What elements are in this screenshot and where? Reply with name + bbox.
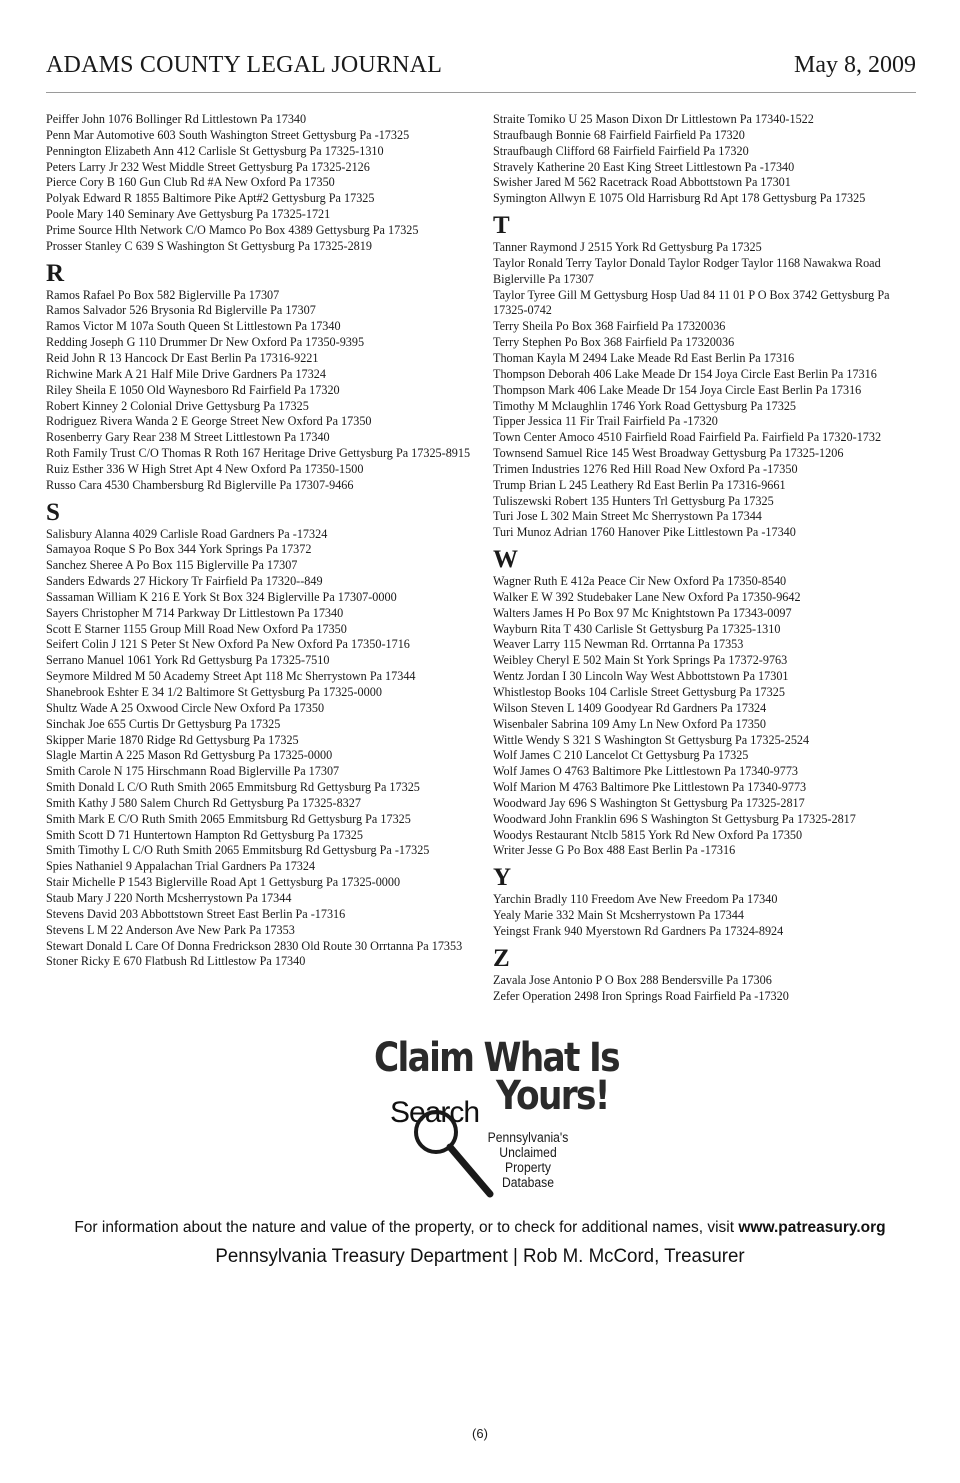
- list-entry: Sinchak Joe 655 Curtis Dr Gettysburg Pa 17325: [46, 716, 281, 731]
- treasury-line: Pennsylvania Treasury Department | Rob M. McCord, Treasurer: [215, 1245, 745, 1267]
- list-entry: Seymore Mildred M 50 Academy Street Apt 118 Mc Sherrystown Pa 17344: [46, 669, 416, 684]
- list-entry: Straite Tomiko U 25 Mason Dixon Dr Littlestown Pa 17340-1522: [493, 112, 814, 126]
- list-entry: Smith Mark E C/O Ruth Smith 2065 Emmitsburg Rd Gettysburg Pa 17325: [46, 811, 411, 826]
- section-letter-w: W: [493, 546, 518, 574]
- logo-search-word: Search: [390, 1096, 480, 1129]
- list-entry: Roth Family Trust C/O Thomas R Roth 167 Heritage Drive Gettysburg Pa 17325-8915: [46, 446, 471, 461]
- list-entry: Tanner Raymond J 2515 York Rd Gettysburg Pa 17325: [493, 240, 762, 255]
- section-z: [493, 973, 923, 1005]
- section-letter-t: T: [493, 212, 510, 240]
- logo-sub-line-4: Database: [501, 1175, 555, 1190]
- list-entry: Stewart Donald L Care Of Donna Fredrickson 2830 Old Route 30 Orrtanna Pa 17353: [46, 938, 463, 953]
- list-entry: Salisbury Alanna 4029 Carlisle Road Gardners Pa -17324: [46, 526, 328, 541]
- section-s-continued: [493, 112, 923, 207]
- logo-subtitle: [483, 1130, 573, 1190]
- list-entry: Wolf James O 4763 Baltimore Pke Littlestown Pa 17340-9773: [493, 764, 799, 779]
- list-entry: Wayburn Rita T 430 Carlisle St Gettysburg Pa 17325-1310: [493, 621, 781, 636]
- list-entry: Townsend Samuel Rice 145 West Broadway Gettysburg Pa 17325-1206: [493, 446, 844, 461]
- list-entry: Serrano Manuel 1061 York Rd Gettysburg Pa 17325-7510: [46, 653, 330, 668]
- list-entry: Stevens L M 22 Anderson Ave New Park Pa 17353: [46, 922, 295, 937]
- list-entry: Wagner Ruth E 412a Peace Cir New Oxford Pa 17350-8540: [493, 574, 787, 589]
- list-entry: Wilson Steven L 1409 Goodyear Rd Gardners Pa 17324: [493, 700, 767, 715]
- list-entry: Tipper Jessica 11 Fir Trail Fairfield Pa -17320: [493, 414, 718, 429]
- list-entry: Trimen Industries 1276 Red Hill Road New Oxford Pa -17350: [493, 461, 798, 476]
- logo-sub-line-1: Pennsylvania's: [487, 1130, 569, 1145]
- list-entry: Turi Munoz Adrian 1760 Hanover Pike Littlestown Pa -17340: [493, 525, 796, 540]
- list-entry: Sanders Edwards 27 Hickory Tr Fairfield Pa 17320--849: [46, 574, 323, 589]
- list-entry: Wolf Marion M 4763 Baltimore Pke Littlestown Pa 17340-9773: [493, 780, 807, 795]
- list-entry: Smith Kathy J 580 Salem Church Rd Gettysburg Pa 17325-8327: [46, 795, 361, 810]
- list-entry: Samayoa Roque S Po Box 344 York Springs Pa 17372: [46, 542, 312, 557]
- list-entry: Skipper Marie 1870 Ridge Rd Gettysburg Pa 17325: [46, 732, 299, 747]
- list-entry: Terry Stephen Po Box 368 Fairfield Pa 17320036: [493, 335, 735, 350]
- list-entry: Woodys Restaurant Ntclb 5815 York Rd New Oxford Pa 17350: [493, 827, 803, 842]
- section-letter-z: Z: [493, 944, 510, 972]
- list-entry: Ruiz Esther 336 W High Stret Apt 4 New Oxford Pa 17350-1500: [46, 461, 364, 476]
- list-entry: Stair Michelle P 1543 Biglerville Road Apt 1 Gettysburg Pa 17325-0000: [46, 875, 401, 890]
- list-entry: Wisenbaler Sabrina 109 Amy Ln New Oxford Pa 17350: [493, 716, 766, 731]
- section-letter-r: R: [46, 259, 65, 287]
- list-entry: Rosenberry Gary Rear 238 M Street Littlestown Pa 17340: [46, 430, 330, 445]
- list-entry: Wentz Jordan I 30 Lincoln Way West Abbottstown Pa 17301: [493, 669, 789, 684]
- list-entry: Town Center Amoco 4510 Fairfield Road Fairfield Pa. Fairfield Pa 17320-1732: [493, 430, 882, 445]
- list-entry: Zavala Jose Antonio P O Box 288 Bendersville Pa 17306: [493, 972, 772, 987]
- list-entry: Timothy M Mclaughlin 1746 York Road Gettysburg Pa 17325: [493, 398, 797, 413]
- list-entry: Walker E W 392 Studebaker Lane New Oxford Pa 17350-9642: [493, 589, 801, 604]
- list-entry: Seifert Colin J 121 S Peter St New Oxford Pa New Oxford Pa 17350-1716: [46, 637, 410, 652]
- list-entry: Rodriguez Rivera Wanda 2 E George Street New Oxford Pa 17350: [46, 414, 372, 429]
- section-w: [493, 574, 923, 859]
- list-entry: Riley Sheila E 1050 Old Waynesboro Rd Fairfield Pa 17320: [46, 382, 340, 397]
- list-entry: Redding Joseph G 110 Drummer Dr New Oxford Pa 17350-9395: [46, 335, 365, 350]
- list-entry: Woodward John Franklin 696 S Washington St Gettysburg Pa 17325-2817: [493, 811, 856, 826]
- list-entry: Penn Mar Automotive 603 South Washington Street Gettysburg Pa -17325: [46, 127, 410, 142]
- list-entry: Trump Brian L 245 Leathery Rd East Berlin Pa 17316-9661: [493, 477, 786, 492]
- patreasury-link[interactable]: www.patreasury.org: [738, 1219, 886, 1236]
- list-entry: Shultz Wade A 25 Oxwood Circle New Oxford Pa 17350: [46, 700, 325, 715]
- page-header: [46, 52, 916, 93]
- list-entry: Ramos Victor M 107a South Queen St Littlestown Pa 17340: [46, 319, 341, 334]
- section-t: [493, 240, 923, 541]
- list-entry: Shanebrook Eshter E 34 1/2 Baltimore St Gettysburg Pa 17325-0000: [46, 685, 382, 699]
- right-column: [493, 112, 923, 1005]
- list-entry: Weaver Larry 115 Newman Rd. Orrtanna Pa 17353: [493, 637, 744, 652]
- section-letter-s: S: [46, 498, 60, 526]
- list-entry: Taylor Ronald Terry Taylor Donald Taylor Rodger Taylor 1168 Nawakwa Road Biglerville Pa 17307: [493, 255, 881, 286]
- issue-date: May 8, 2009: [794, 52, 916, 78]
- list-entry: Yarchin Bradly 110 Freedom Ave New Freedom Pa 17340: [493, 892, 778, 907]
- list-entry: Slagle Martin A 225 Mason Rd Gettysburg Pa 17325-0000: [46, 748, 333, 763]
- info-text: For information about the nature and value of the property, or to check for additional names, visit: [74, 1219, 739, 1236]
- list-entry: Stevens David 203 Abbottstown Street East Berlin Pa -17316: [46, 906, 346, 921]
- list-entry: Scott E Starner 1155 Group Mill Road New Oxford Pa 17350: [46, 621, 347, 636]
- section-p-continued: [46, 112, 486, 255]
- list-entry: Turi Jose L 302 Main Street Mc Sherrystown Pa 17344: [493, 509, 762, 524]
- logo-sub-line-3: Property: [505, 1160, 551, 1175]
- list-entry: Whistlestop Books 104 Carlisle Street Gettysburg Pa 17325: [493, 685, 785, 699]
- list-entry: Terry Sheila Po Box 368 Fairfield Pa 17320036: [493, 319, 726, 334]
- info-line: [0, 1219, 960, 1237]
- list-entry: Sanchez Sheree A Po Box 115 Biglerville Pa 17307: [46, 558, 298, 573]
- list-entry: Ramos Salvador 526 Brysonia Rd Biglerville Pa 17307: [46, 303, 316, 318]
- list-entry: Sayers Christopher M 714 Parkway Dr Littlestown Pa 17340: [46, 605, 344, 620]
- section-y: [493, 892, 923, 940]
- list-entry: Peters Larry Jr 232 West Middle Street Gettysburg Pa 17325-2126: [46, 159, 370, 174]
- logo-sub-line-2: Unclaimed: [499, 1145, 557, 1160]
- list-entry: Sassaman William K 216 E York St Box 324 Biglerville Pa 17307-0000: [46, 589, 397, 604]
- section-letter-y: Y: [493, 864, 512, 892]
- list-entry: Smith Donald L C/O Ruth Smith 2065 Emmitsburg Rd Gettysburg Pa 17325: [46, 780, 420, 795]
- list-entry: Taylor Tyree Gill M Gettysburg Hosp Uad 84 11 01 P O Box 3742 Gettysburg Pa 17325-0742: [493, 287, 890, 318]
- list-entry: Weibley Cheryl E 502 Main St York Springs Pa 17372-9763: [493, 653, 788, 668]
- list-entry: Writer Jesse G Po Box 488 East Berlin Pa -17316: [493, 843, 736, 858]
- list-entry: Zefer Operation 2498 Iron Springs Road Fairfield Pa -17320: [493, 988, 789, 1003]
- journal-title: ADAMS COUNTY LEGAL JOURNAL: [46, 52, 443, 78]
- list-entry: Prosser Stanley C 639 S Washington St Gettysburg Pa 17325-2819: [46, 238, 372, 253]
- list-entry: Straufbaugh Clifford 68 Fairfield Fairfield Pa 17320: [493, 143, 749, 158]
- list-entry: Thoman Kayla M 2494 Lake Meade Rd East Berlin Pa 17316: [493, 350, 795, 365]
- list-entry: Wolf James C 210 Lancelot Ct Gettysburg Pa 17325: [493, 748, 749, 763]
- list-entry: Polyak Edward R 1855 Baltimore Pike Apt#2 Gettysburg Pa 17325: [46, 191, 375, 206]
- claim-what-is-yours-logo: [368, 1035, 619, 1196]
- list-entry: Walters James H Po Box 97 Mc Knightstown Pa 17343-0097: [493, 605, 792, 620]
- list-entry: Robert Kinney 2 Colonial Drive Gettysburg Pa 17325: [46, 398, 309, 413]
- list-entry: Peiffer John 1076 Bollinger Rd Littlestown Pa 17340: [46, 112, 307, 126]
- list-entry: Smith Scott D 71 Huntertown Hampton Rd Gettysburg Pa 17325: [46, 827, 363, 842]
- list-entry: Ramos Rafael Po Box 582 Biglerville Pa 17307: [46, 287, 280, 302]
- list-entry: Swisher Jared M 562 Racetrack Road Abbottstown Pa 17301: [493, 175, 791, 190]
- list-entry: Straufbaugh Bonnie 68 Fairfield Fairfield Pa 17320: [493, 127, 745, 142]
- list-entry: Richwine Mark A 21 Half Mile Drive Gardners Pa 17324: [46, 366, 326, 381]
- list-entry: Wittle Wendy S 321 S Washington St Gettysburg Pa 17325-2524: [493, 732, 810, 747]
- list-entry: Symington Allwyn E 1075 Old Harrisburg Rd Apt 178 Gettysburg Pa 17325: [493, 191, 866, 206]
- logo-headline: Claim What Is: [374, 1035, 619, 1081]
- list-entry: Stravely Katherine 20 East King Street Littlestown Pa -17340: [493, 159, 795, 174]
- list-entry: Smith Timothy L C/O Ruth Smith 2065 Emmitsburg Rd Gettysburg Pa -17325: [46, 843, 430, 858]
- list-entry: Smith Carole N 175 Hirschmann Road Biglerville Pa 17307: [46, 764, 340, 779]
- list-entry: Staub Mary J 220 North Mcsherrystown Pa 17344: [46, 890, 292, 905]
- page-number: (6): [472, 1426, 488, 1441]
- list-entry: Stoner Ricky E 670 Flatbush Rd Littlestow Pa 17340: [46, 954, 306, 969]
- list-entry: Woodward Jay 696 S Washington St Gettysburg Pa 17325-2817: [493, 795, 805, 810]
- list-entry: Pierce Cory B 160 Gun Club Rd #A New Oxford Pa 17350: [46, 175, 335, 190]
- list-entry: Yeingst Frank 940 Myerstown Rd Gardners Pa 17324-8924: [493, 923, 784, 938]
- list-entry: Pennington Elizabeth Ann 412 Carlisle St Gettysburg Pa 17325-1310: [46, 143, 384, 158]
- list-entry: Thompson Mark 406 Lake Meade Dr 154 Joya Circle East Berlin Pa 17316: [493, 382, 862, 397]
- section-r: [46, 288, 486, 494]
- list-entry: Russo Cara 4530 Chambersburg Rd Biglerville Pa 17307-9466: [46, 477, 354, 492]
- left-column: [46, 112, 486, 970]
- list-entry: Yealy Marie 332 Main St Mcsherrystown Pa 17344: [493, 908, 744, 923]
- list-entry: Prime Source Hlth Network C/O Mamco Po Box 4389 Gettysburg Pa 17325: [46, 222, 419, 237]
- section-s: [46, 527, 486, 971]
- list-entry: Spies Nathaniel 9 Appalachan Trial Gardners Pa 17324: [46, 859, 316, 874]
- logo-headline-2: Yours!: [496, 1073, 609, 1119]
- list-entry: Tuliszewski Robert 135 Hunters Trl Gettysburg Pa 17325: [493, 493, 774, 508]
- list-entry: Poole Mary 140 Seminary Ave Gettysburg Pa 17325-1721: [46, 207, 331, 222]
- list-entry: Thompson Deborah 406 Lake Meade Dr 154 Joya Circle East Berlin Pa 17316: [493, 366, 877, 381]
- list-entry: Reid John R 13 Hancock Dr East Berlin Pa 17316-9221: [46, 350, 319, 365]
